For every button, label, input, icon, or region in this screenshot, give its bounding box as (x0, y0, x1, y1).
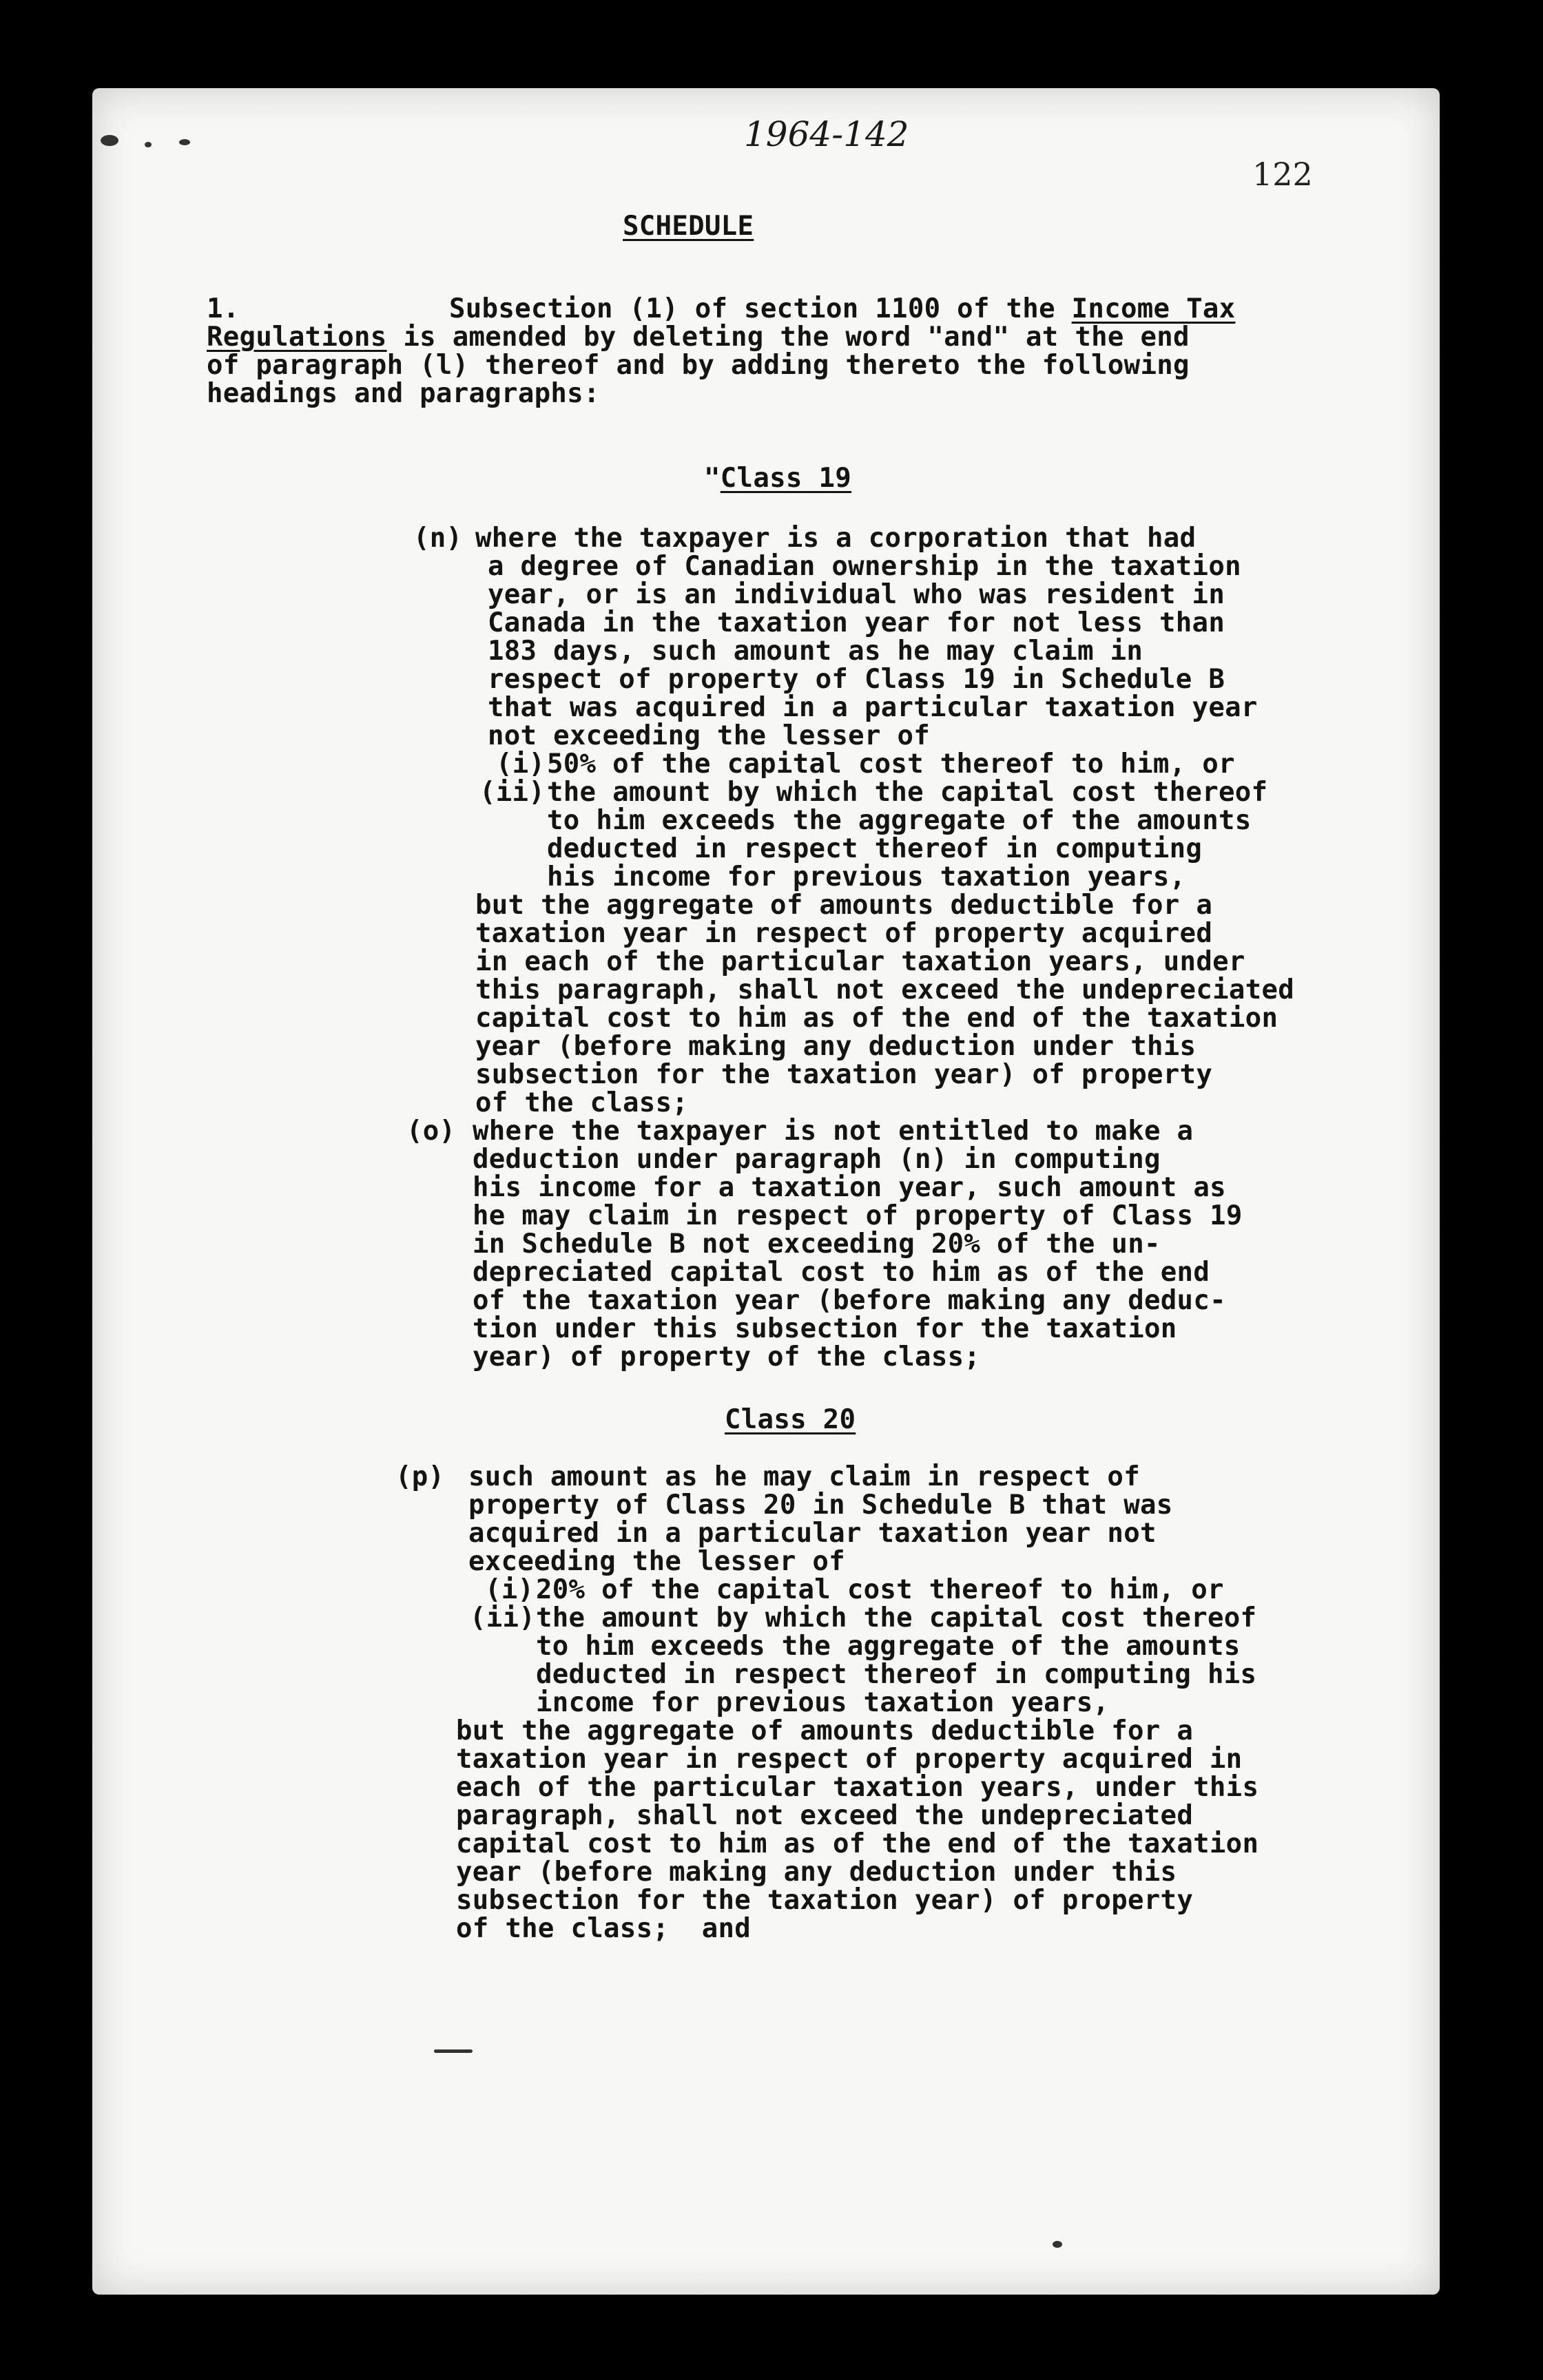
regulations-title: Regulations (207, 322, 387, 353)
para-o-line: he may claim in respect of property of Class 19 (473, 1200, 1243, 1231)
para-n-tail-line: but the aggregate of amounts deductible for a (475, 890, 1213, 921)
para-p-sub-ii-line: deducted in respect thereof in computing his (536, 1659, 1257, 1690)
para-p-sub-i-label: (i) (485, 1574, 535, 1605)
schedule-title: SCHEDULE (623, 211, 754, 242)
para-o-label: (o) (406, 1116, 456, 1147)
item-1-line-2-text: is amended by deleting the word "and" at the end (386, 322, 1190, 353)
para-p-sub-ii-line: the amount by which the capital cost thereof (536, 1603, 1257, 1633)
para-n-sub-i: 50% of the capital cost thereof to him, or (547, 749, 1235, 780)
para-n-line: that was acquired in a particular taxation year (488, 692, 1258, 723)
para-n-sub-ii-line: to him exceeds the aggregate of the amounts (547, 805, 1252, 836)
para-o-line: year) of property of the class; (473, 1342, 981, 1372)
para-n-line: year, or is an individual who was resident in (488, 579, 1225, 610)
para-p-tail-line: paragraph, shall not exceed the undepreciated (456, 1800, 1194, 1831)
para-p-line: property of Class 20 in Schedule B that was (468, 1490, 1173, 1521)
para-n-line: 183 days, such amount as he may claim in (488, 636, 1143, 667)
para-n-tail-line: subsection for the taxation year) of property (475, 1059, 1213, 1090)
para-n-line: respect of property of Class 19 in Schedule B (488, 664, 1225, 695)
para-n-line: where the taxpayer is a corporation that had (475, 523, 1197, 554)
para-o-line: deduction under paragraph (n) in computing (473, 1144, 1161, 1175)
para-o-line: depreciated capital cost to him as of the end (473, 1257, 1210, 1288)
para-p-tail-line: capital cost to him as of the end of the taxation (456, 1828, 1259, 1859)
scan-mark (1053, 2241, 1062, 2248)
para-p-sub-ii-line: to him exceeds the aggregate of the amounts (536, 1631, 1241, 1662)
scan-smudge (145, 142, 152, 147)
para-n-tail-line: this paragraph, shall not exceed the undepreciated (475, 974, 1294, 1005)
para-o-line: of the taxation year (before making any deduc- (473, 1285, 1226, 1316)
para-o-line: his income for a taxation year, such amount as (473, 1172, 1226, 1203)
class-19-heading (704, 464, 851, 493)
para-p-label: (p) (395, 1461, 445, 1492)
para-p-sub-ii-line: income for previous taxation years, (536, 1687, 1110, 1718)
page-number: 122 (1252, 156, 1313, 193)
para-n-tail-line: year (before making any deduction under this (475, 1031, 1197, 1062)
para-o-line: where the taxpayer is not entitled to make a (473, 1116, 1194, 1147)
para-o-line: tion under this subsection for the taxation (473, 1313, 1177, 1344)
para-p-line: exceeding the lesser of (468, 1546, 845, 1577)
para-n-label: (n) (413, 523, 463, 554)
para-p-tail-line: each of the particular taxation years, under this (456, 1772, 1259, 1803)
para-p-tail-line: subsection for the taxation year) of property (456, 1885, 1194, 1916)
para-n-line: a degree of Canadian ownership in the taxation (488, 551, 1241, 582)
para-p-line: acquired in a particular taxation year not (468, 1518, 1157, 1549)
item-1-number: 1. (207, 293, 240, 324)
scan-smudge (101, 135, 118, 146)
para-p-tail-line: taxation year in respect of property acquired in (456, 1744, 1243, 1775)
item-1-line-2 (207, 323, 1190, 352)
class-20-heading: Class 20 (725, 1404, 856, 1435)
para-n-sub-ii-line: deducted in respect thereof in computing (547, 833, 1203, 864)
document-page (92, 88, 1440, 2295)
para-n-sub-ii-label: (ii) (479, 777, 546, 808)
para-o-line: in Schedule B not exceeding 20% of the un- (473, 1229, 1161, 1260)
para-n-tail-line: taxation year in respect of property acquired (475, 918, 1213, 949)
para-n-sub-ii-line: the amount by which the capital cost thereof (547, 777, 1268, 808)
para-p-sub-ii-label: (ii) (470, 1603, 536, 1633)
para-p-sub-i: 20% of the capital cost thereof to him, or (536, 1574, 1224, 1605)
para-n-sub-i-label: (i) (496, 749, 546, 780)
income-tax-regulations-title: Income Tax (1071, 293, 1236, 324)
para-p-tail-line: year (before making any deduction under this (456, 1857, 1177, 1888)
scan-mark (434, 2049, 473, 2053)
para-p-line: such amount as he may claim in respect of (468, 1461, 1140, 1492)
class-19-heading-text: Class 19 (720, 463, 852, 494)
handwritten-document-number: 1964-142 (744, 114, 909, 154)
item-1-line-1 (449, 295, 1235, 324)
para-n-tail-line: in each of the particular taxation years, under (475, 946, 1245, 977)
para-n-tail-line: capital cost to him as of the end of the taxation (475, 1003, 1278, 1034)
para-p-tail-line: of the class; and (456, 1913, 752, 1944)
para-p-tail-line: but the aggregate of amounts deductible for a (456, 1715, 1194, 1746)
para-n-line: Canada in the taxation year for not less than (488, 607, 1225, 638)
para-n-sub-ii-line: his income for previous taxation years, (547, 862, 1186, 892)
item-1-line-1-text: Subsection (1) of section 1100 of the (449, 293, 1072, 324)
class-19-open-quote: " (704, 463, 721, 494)
para-n-line: not exceeding the lesser of (488, 720, 931, 751)
para-n-tail-line: of the class; (475, 1087, 689, 1118)
item-1-line-3: of paragraph (l) thereof and by adding thereto the following (207, 350, 1190, 381)
scan-smudge (179, 139, 190, 145)
item-1-line-4: headings and paragraphs: (207, 378, 600, 409)
